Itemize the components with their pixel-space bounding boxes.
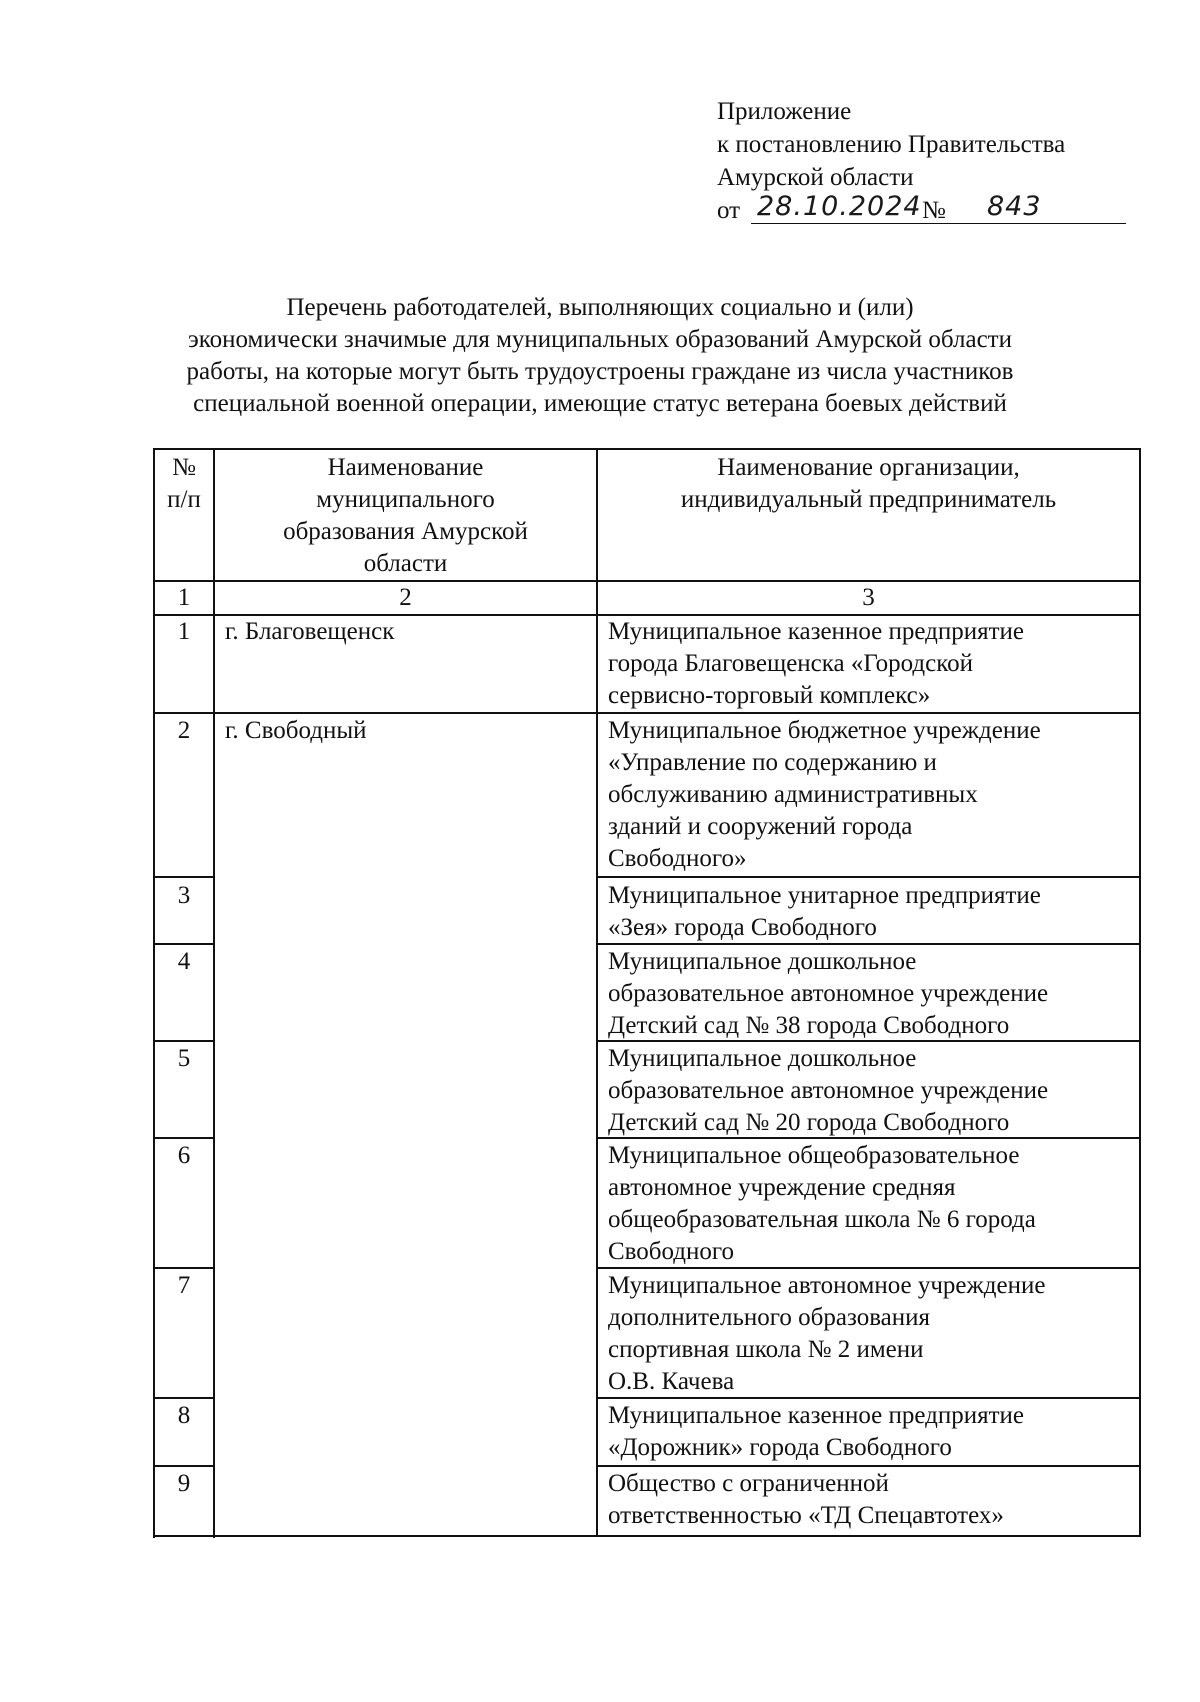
row-number: 8 <box>177 1402 191 1429</box>
row-separator <box>153 1040 215 1042</box>
header-text: области <box>363 550 448 577</box>
organization-line: сервисно-торговый комплекс» <box>608 682 931 709</box>
table-border-top <box>153 448 1141 450</box>
table-border-bottom <box>153 1535 1141 1537</box>
header-text: п/п <box>167 486 201 513</box>
header-text: индивидуальный предприниматель <box>680 486 1057 513</box>
row-number: 7 <box>177 1272 191 1299</box>
organization-name <box>608 1043 1048 1139</box>
organization-line: Детский сад № 20 города Свободного <box>608 1109 1010 1136</box>
organization-line: Детский сад № 38 города Свободного <box>608 1012 1010 1039</box>
resolution-date-line <box>717 191 1065 227</box>
organization-line: Муниципальное бюджетное учреждение <box>608 717 1041 744</box>
organization-name <box>608 715 1041 875</box>
organization-name <box>608 880 1041 944</box>
organization-line: образовательное автономное учреждение <box>608 1077 1049 1104</box>
organization-line: Муниципальное дошкольное <box>608 948 917 975</box>
title-line: работы, на которые могут быть трудоустроены граждане из числа участников <box>186 358 1014 385</box>
column-number: 1 <box>177 584 191 611</box>
organization-line: «Управление по содержанию и <box>608 749 937 776</box>
organization-line: образовательное автономное учреждение <box>608 980 1049 1007</box>
organization-name <box>608 946 1048 1042</box>
title-line: специальной военной операции, имеющие статус ветерана боевых действий <box>193 390 1007 417</box>
row-separator <box>153 1397 215 1399</box>
organization-line: Муниципальное автономное учреждение <box>608 1272 1046 1299</box>
organization-line: Муниципальное казенное предприятие <box>608 618 1024 645</box>
header-text: Наименование организации, <box>717 454 1020 481</box>
header-cell-number <box>155 452 213 516</box>
row-separator <box>153 712 1141 714</box>
appendix-header <box>717 95 1065 227</box>
row-separator <box>153 943 215 945</box>
appendix-region: Амурской области <box>717 164 914 191</box>
header-text: № <box>172 454 196 481</box>
row-number: 4 <box>177 948 191 975</box>
organization-name <box>608 1140 1036 1268</box>
table-border-right <box>1139 448 1141 1536</box>
organization-name <box>608 616 1024 712</box>
handwritten-date: 28.10.2024 <box>757 191 922 222</box>
row-number: 2 <box>177 717 191 744</box>
organization-line: общеобразовательная школа № 6 города <box>608 1206 1036 1233</box>
row-number: 1 <box>177 618 191 645</box>
row-number: 5 <box>177 1045 191 1072</box>
organization-line: зданий и сооружений города <box>608 813 913 840</box>
appendix-resolution: к постановлению Правительства <box>717 131 1066 158</box>
organization-line: «Дорожник» города Свободного <box>608 1434 952 1461</box>
handwritten-number: 843 <box>987 191 1042 222</box>
organization-line: О.В. Качева <box>608 1368 735 1395</box>
organization-line: Муниципальное унитарное предприятие <box>608 882 1041 909</box>
row-separator <box>596 876 1141 878</box>
municipality-name: г. Благовещенск <box>225 618 395 645</box>
row-number: 6 <box>177 1142 191 1169</box>
organization-name <box>608 1400 1024 1464</box>
row-separator <box>153 1465 215 1467</box>
document-title <box>100 292 1100 420</box>
row-separator <box>153 1267 215 1269</box>
organization-line: Свободного» <box>608 845 747 872</box>
signature-underline <box>751 223 1126 224</box>
row-number: 9 <box>177 1470 191 1497</box>
organization-line: Муниципальное казенное предприятие <box>608 1402 1024 1429</box>
header-cell-organization <box>598 452 1139 516</box>
header-text: образования Амурской <box>283 518 528 545</box>
organization-line: «Зея» города Свободного <box>608 914 877 941</box>
organization-line: обслуживанию административных <box>608 781 978 808</box>
organization-line: города Благовещенска «Городской <box>608 650 974 677</box>
row-separator <box>596 1465 1141 1467</box>
appendix-title: Приложение <box>717 98 852 125</box>
number-sign: № <box>922 197 946 224</box>
column-number: 2 <box>399 584 412 611</box>
organization-line: автономное учреждение средняя <box>608 1174 956 1201</box>
organization-line: Общество с ограниченной <box>608 1470 889 1497</box>
organization-line: Свободного <box>608 1238 735 1265</box>
row-separator <box>153 1137 215 1139</box>
organization-name <box>608 1270 1045 1398</box>
organization-line: Муниципальное дошкольное <box>608 1045 917 1072</box>
title-line: экономически значимые для муниципальных образований Амурской области <box>188 326 1012 353</box>
date-prefix: от <box>717 197 741 224</box>
organization-line: спортивная школа № 2 имени <box>608 1336 924 1363</box>
organization-line: ответственностью «ТД Спецавтотех» <box>608 1502 1004 1529</box>
header-text: муниципального <box>316 486 495 513</box>
title-line: Перечень работодателей, выполняющих социально и (или) <box>286 294 914 321</box>
municipality-name: г. Свободный <box>225 717 367 744</box>
row-number: 3 <box>177 882 191 909</box>
row-separator <box>153 876 215 878</box>
organization-name <box>608 1468 1004 1532</box>
column-number: 3 <box>862 584 875 611</box>
header-cell-municipality <box>215 452 596 580</box>
organization-line: дополнительного образования <box>608 1304 931 1331</box>
header-text: Наименование <box>327 454 484 481</box>
organization-line: Муниципальное общеобразовательное <box>608 1142 1020 1169</box>
